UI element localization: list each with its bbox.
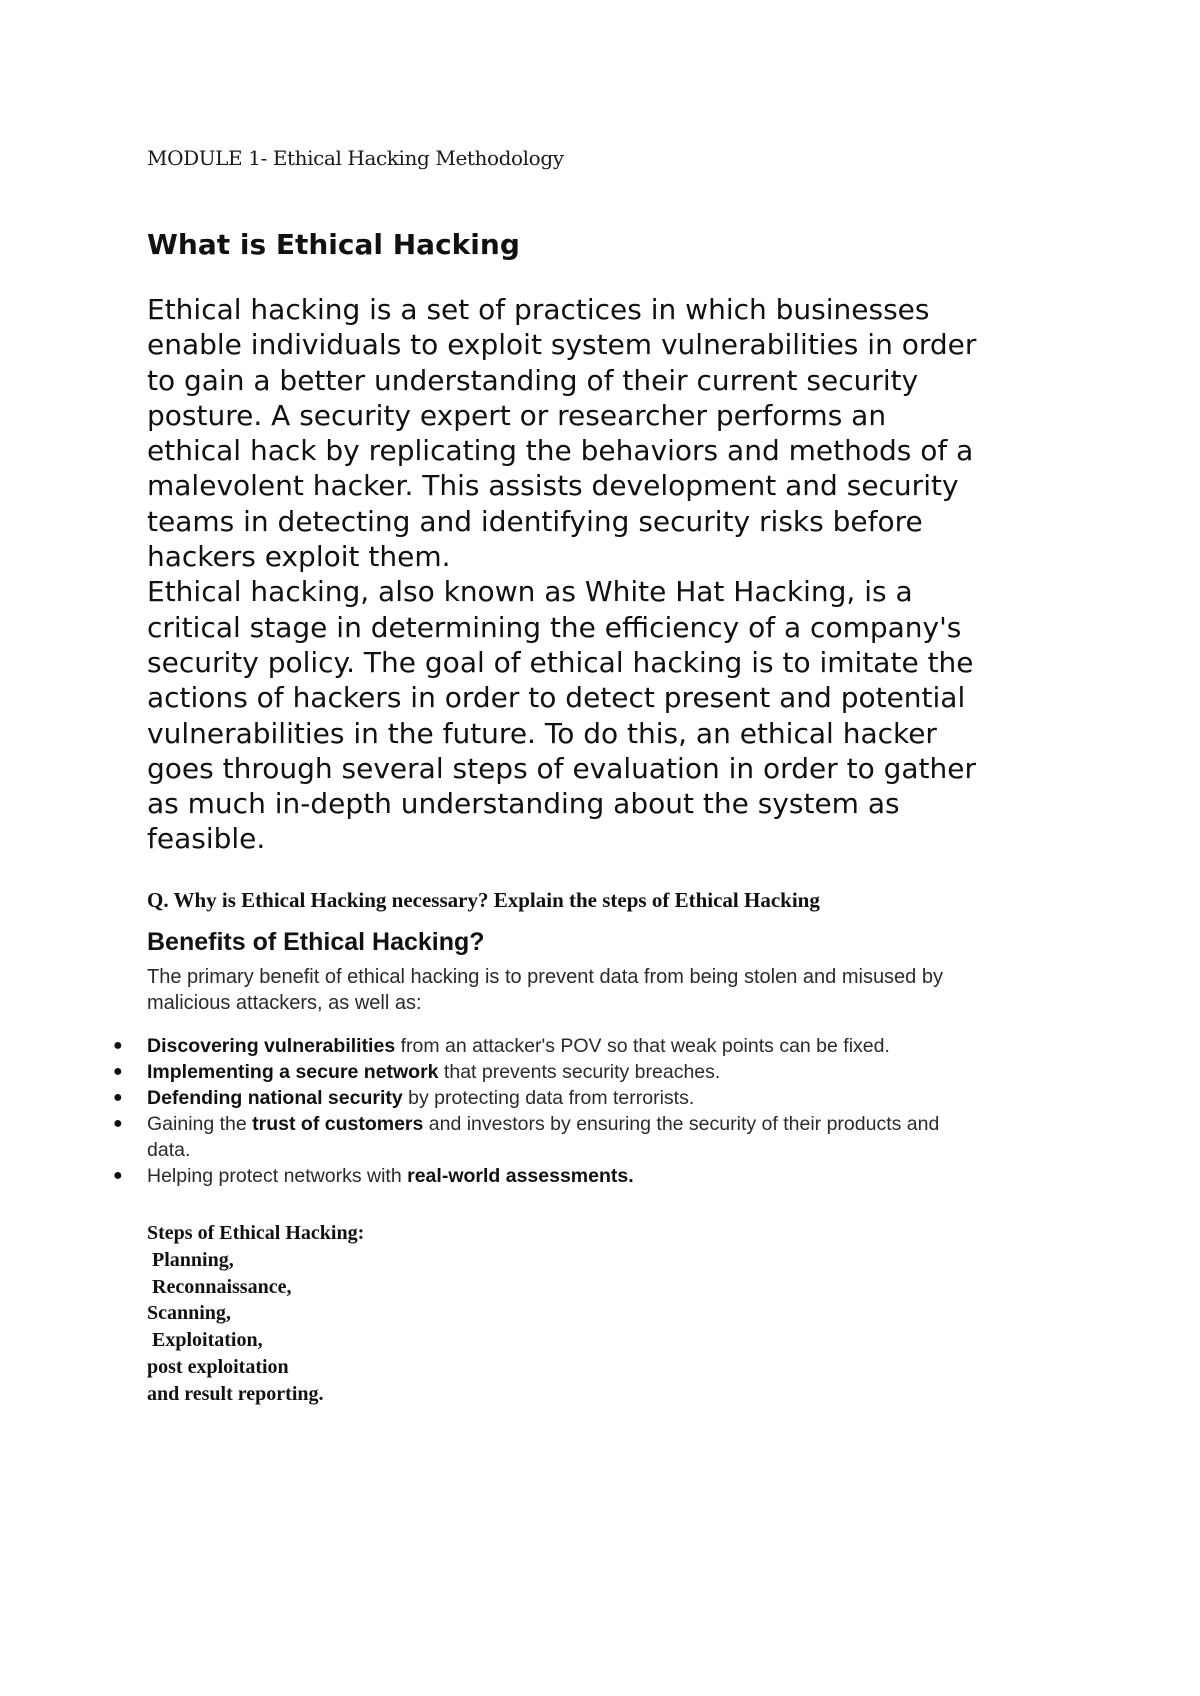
paragraph-1-line: enable individuals to exploit system vulnerabilities in order: [147, 328, 977, 362]
steps-section: [147, 1220, 364, 1408]
step-item: Reconnaissance,: [147, 1275, 292, 1298]
benefits-intro-line: The primary benefit of ethical hacking is to prevent data from being stolen and misused by: [147, 966, 943, 988]
list-item: ● Implementing a secure network that prevents security breaches.: [113, 1061, 721, 1083]
paragraph-2-line: critical stage in determining the efficiency of a company's: [147, 610, 962, 644]
benefits-intro: [147, 964, 943, 1016]
list-item-bold: Implementing a secure network: [147, 1061, 439, 1083]
paragraph-1-line: hackers exploit them.: [147, 540, 451, 574]
step-item: Exploitation,: [147, 1329, 263, 1352]
paragraph-1: [147, 292, 1077, 574]
step-item: post exploitation: [147, 1355, 289, 1378]
bullet-icon: ●: [113, 1089, 123, 1106]
list-item: ● Helping protect networks with real-world assessments.: [113, 1165, 634, 1187]
paragraph-2: [147, 574, 1077, 856]
benefits-heading: Benefits of Ethical Hacking?: [147, 928, 485, 956]
bullet-icon: ●: [113, 1115, 123, 1132]
list-item: ● Discovering vulnerabilities from an attacker's POV so that weak points can be fixed.: [113, 1035, 890, 1057]
list-item-bold: Defending national security: [147, 1087, 403, 1109]
paragraph-2-line: feasible.: [147, 822, 266, 856]
list-item-bold: trust of customers: [252, 1113, 424, 1135]
paragraph-2-line: as much in-depth understanding about the system as: [147, 787, 900, 821]
question-text: Q. Why is Ethical Hacking necessary? Explain the steps of Ethical Hacking: [147, 888, 820, 912]
list-item: ● Defending national security by protecting data from terrorists.: [113, 1087, 695, 1109]
paragraph-2-line: goes through several steps of evaluation in order to gather: [147, 751, 977, 785]
paragraph-2-line: security policy. The goal of ethical hacking is to imitate the: [147, 645, 974, 679]
list-item-bold: real-world assessments.: [407, 1165, 634, 1187]
step-item: Planning,: [147, 1248, 234, 1271]
benefits-intro-line: malicious attackers, as well as:: [147, 992, 422, 1014]
main-heading: What is Ethical Hacking: [147, 228, 520, 261]
paragraph-1-line: ethical hack by replicating the behaviors and methods of a: [147, 434, 974, 468]
paragraph-1-line: posture. A security expert or researcher performs an: [147, 398, 887, 432]
paragraph-1-line: teams in detecting and identifying security risks before: [147, 504, 923, 538]
list-item: ● Gaining the trust of customers and investors by ensuring the security of their products and data.: [113, 1113, 940, 1161]
paragraph-1-line: Ethical hacking is a set of practices in which businesses: [147, 293, 930, 326]
paragraph-2-line: actions of hackers in order to detect present and potential: [147, 681, 966, 715]
benefits-list: [113, 1033, 940, 1189]
steps-title: Steps of Ethical Hacking:: [147, 1222, 365, 1244]
module-title: MODULE 1- Ethical Hacking Methodology: [147, 146, 564, 170]
paragraph-1-line: malevolent hacker. This assists development and security: [147, 469, 959, 503]
body-text: [147, 292, 1077, 857]
paragraph-2-line: vulnerabilities in the future. To do this, an ethical hacker: [147, 716, 937, 750]
step-item: and result reporting.: [147, 1382, 324, 1405]
list-item-bold: Discovering vulnerabilities: [147, 1035, 396, 1057]
paragraph-2-line: Ethical hacking, also known as White Hat Hacking, is a: [147, 575, 913, 609]
bullet-icon: ●: [113, 1037, 123, 1054]
bullet-icon: ●: [113, 1063, 123, 1080]
bullet-icon: ●: [113, 1167, 123, 1184]
list-item-continuation: data.: [147, 1139, 191, 1161]
paragraph-1-line: to gain a better understanding of their current security: [147, 363, 919, 397]
step-item: Scanning,: [147, 1302, 231, 1325]
